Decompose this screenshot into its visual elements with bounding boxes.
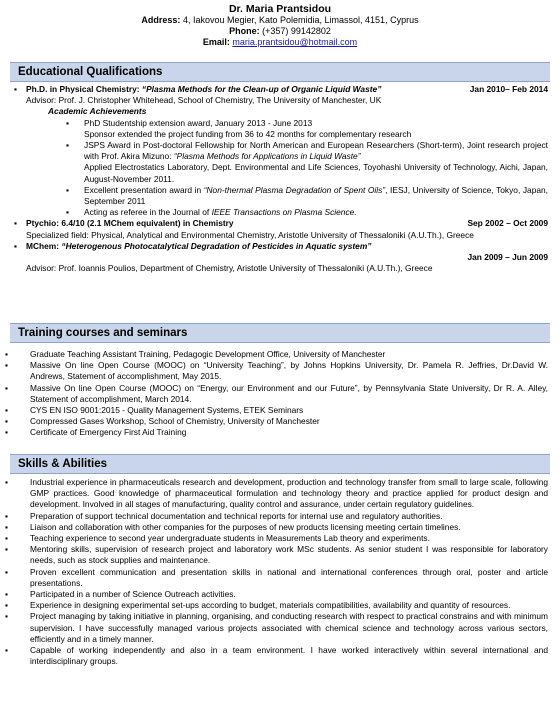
bullet-icon: ▪: [5, 382, 8, 393]
section-heading-training: Training courses and seminars: [10, 323, 550, 343]
education-section: [0, 84, 560, 274]
phd-thesis: “Plasma Methods for the Clean-up of Organic Liquid Waste”: [141, 84, 382, 94]
email-link[interactable]: maria.prantsidou@hotmail.com: [232, 37, 358, 47]
training-item: ▪ Massive On line Open Course (MOOC) on “Energy, our Environment and our Future”, by Pennsylvania State University, Dr R. A. Alley, Statement of accomplishment, March 2014.: [5, 382, 548, 404]
bullet-icon: ▪: [66, 184, 69, 195]
skill-item: ▪ Mentoring skills, supervision of research project and laboratory work MSc students. As senior student I was responsible for laboratory needs, such as stock supplies and maintenance.: [5, 544, 548, 566]
email-label: Email:: [202, 37, 230, 47]
achievement-detail: Applied Electrostatics Laboratory, Dept. Environmental and Life Sciences, Toyohashi University of Technology, Aichi, Japan, August-November 2011.: [84, 162, 548, 184]
mchem-dates: Jan 2009 – Jun 2009: [467, 252, 548, 263]
bullet-icon: ▪: [5, 405, 8, 416]
skills-section: [0, 477, 560, 667]
section-heading-skills: Skills & Abilities: [10, 454, 550, 474]
skill-item: ▪ Experience in designing experimental set-ups according to budget, materials compatibilities, availability and quantity of resources.: [5, 600, 511, 611]
ptychio-title: Ptychio: 6.4/10 (2.1 MChem equivalent) in Chemistry: [26, 218, 234, 229]
training-item: ▪ CYS EN ISO 9001:2015 - Quality Management Systems, ETEK Seminars: [5, 405, 304, 416]
training-item: ▪ Compressed Gases Workshop, School of Chemistry, University of Manchester: [5, 416, 320, 427]
training-section: [0, 349, 560, 439]
phone-value: (+357) 99142802: [262, 26, 331, 36]
bullet-icon: ▪: [5, 611, 8, 622]
email-line: [0, 37, 560, 48]
phd-dates: Jan 2010– Feb 2014: [469, 84, 548, 94]
bullet-icon: ▪: [5, 566, 8, 577]
ptychio-entry: [0, 218, 560, 229]
mchem-thesis: “Heterogenous Photocatalytical Degradation of Pesticides in Aquatic system”: [61, 240, 372, 251]
skill-item: ▪ Teaching experience to second year undergraduate students in Measurements Lab theory and experiments.: [5, 533, 430, 544]
bullet-icon: ▪: [5, 477, 8, 487]
training-item: ▪ Graduate Teaching Assistant Training, Pedagogic Development Office, University of Manchester: [5, 349, 386, 359]
training-item: ▪ Certificate of Emergency First Aid Training: [5, 427, 187, 438]
mchem-title: MChem:: [26, 240, 62, 251]
skill-item: ▪ Industrial experience in pharmaceuticals research and development, production and technology transfer from small to large scale, following GMP practices. Good knowledge of pharmaceutical formulation and technology theory and practice applied for product design and development. Involved in all stages of manufacturing, quality control and assurance, under certain regulatory guidelines.: [5, 477, 548, 510]
bullet-icon: ▪: [14, 218, 17, 229]
bullet-icon: ▪: [5, 645, 8, 656]
ptychio-dates: Sep 2002 – Oct 2009: [467, 218, 548, 229]
achievement-item: ▪ PhD Studentship extension award, January 2013 - June 2013: [66, 117, 313, 128]
candidate-name: Dr. Maria Prantsidou: [228, 3, 332, 15]
section-heading-education: Educational Qualifications: [10, 62, 550, 82]
cv-header: [0, 0, 560, 48]
skill-item: ▪ Proven excellent communication and presentation skills in national and international conferences through oral, poster and article presentations.: [5, 566, 548, 588]
skill-item: ▪ Preparation of support technical documentation and technical reports for internal use and regulatory authorities.: [5, 510, 443, 521]
bullet-icon: ▪: [5, 349, 8, 359]
phd-title: Ph.D. in Physical Chemistry:: [26, 84, 142, 94]
phd-advisor: Advisor: Prof. J. Christopher Whitehead, School of Chemistry, The University of Manchester, UK: [26, 95, 382, 106]
mchem-entry: [0, 241, 560, 252]
skill-item: ▪ Participated in a number of Science Outreach activities.: [5, 589, 236, 600]
achievement-item: ▪ Acting as referee in the Journal of IEEE Transactions on Plasma Science.: [66, 207, 357, 218]
bullet-icon: ▪: [5, 521, 8, 532]
bullet-icon: ▪: [5, 600, 8, 611]
bullet-icon: ▪: [14, 84, 17, 94]
ptychio-detail: Specialized field: Physical, Analytical and Environmental Chemistry, Aristotle University of Thessaloniki (A.U.Th.), Greece: [26, 229, 474, 240]
achievement-detail: Sponsor extended the project funding from 36 to 42 months for complementary research: [84, 128, 412, 139]
bullet-icon: ▪: [5, 360, 8, 371]
bullet-icon: ▪: [5, 427, 8, 438]
phone-line: [0, 26, 560, 37]
achievements-title: Academic Achievements: [48, 106, 147, 117]
phd-entry: [0, 84, 560, 95]
address-label: Address:: [141, 15, 181, 25]
bullet-icon: ▪: [66, 140, 69, 151]
address-value: 4, Iakovou Megier, Kato Polemidia, Limassol, 4151, Cyprus: [182, 15, 419, 25]
bullet-icon: ▪: [5, 510, 8, 521]
bullet-icon: ▪: [66, 117, 69, 128]
achievement-item: ▪ JSPS Award in Post-doctoral Fellowship for North American and European Researchers (Short-term), Joint research project with Prof. Akira Mizuno: “Plasma Methods for Applications in Liquid Waste”: [66, 140, 548, 162]
skill-item: ▪ Liaison and collaboration with other companies for the purposes of new products licensing meeting certain timelines.: [5, 521, 461, 532]
bullet-icon: ▪: [14, 240, 17, 251]
bullet-icon: ▪: [5, 533, 8, 544]
phone-label: Phone:: [229, 26, 260, 36]
bullet-icon: ▪: [5, 416, 8, 427]
skill-item: ▪ Capable of working independently and also in a team environment. I have worked interactively within several international and interdisciplinary groups.: [5, 645, 548, 667]
address-line: [0, 15, 560, 26]
achievement-item: ▪ Excellent presentation award in “Non-thermal Plasma Degradation of Spent Oils”, IESJ, University of Science, Tokyo, Japan, September 2011: [66, 184, 548, 207]
bullet-icon: ▪: [66, 207, 69, 218]
skill-item: ▪ Project managing by taking initiative in planning, organising, and conducting research with respect to practical constrains and with minimum supervision. I have successfully managed various projects associated with chemical science and technology across various sectors, efficiently and in a timely manner.: [5, 611, 548, 644]
bullet-icon: ▪: [5, 589, 8, 600]
bullet-icon: ▪: [5, 544, 8, 555]
training-item: ▪ Massive On line Open Course (MOOC) on “University Teaching”, by Johns Hopkins University, Dr. Pamela R. Jeffries, Dr.David W. Andrews, Statement of accomplishment, May 2015.: [5, 360, 548, 382]
mchem-advisor: Advisor: Prof. Ioannis Poulios, Department of Chemistry, Aristotle University of Thessaloniki (A.U.Th.), Greece: [26, 263, 433, 274]
